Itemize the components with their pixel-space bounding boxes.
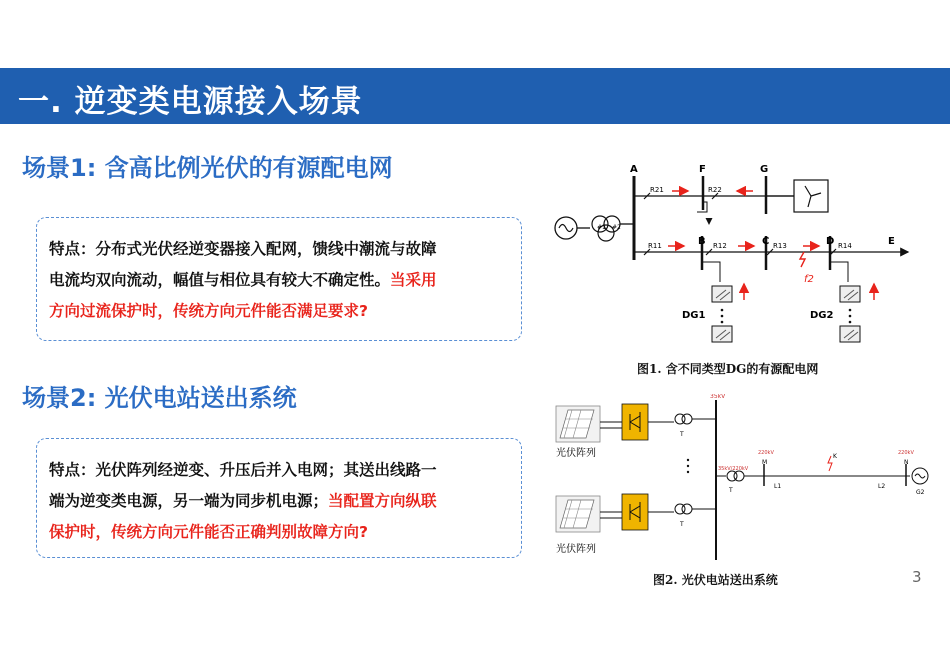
title-banner [0, 68, 950, 124]
pv-panel-icon [712, 286, 732, 302]
scene2-line2-text: 端为逆变类电源，另一端为同步机电源； [49, 492, 329, 510]
node-g: G [760, 164, 769, 175]
relay-r22: R22 [708, 186, 722, 194]
tr-t-label-1: T [680, 431, 684, 438]
scene1-line2 [49, 265, 511, 296]
node-m: M [762, 459, 768, 466]
line-l1: L1 [774, 483, 782, 490]
page-title: 一. 逆变类电源接入场景 [18, 84, 363, 120]
node-a: A [630, 164, 638, 175]
line-l2: L2 [878, 483, 886, 490]
pv-array-label-1: 光伏阵列 [556, 448, 596, 459]
node-f: F [699, 164, 706, 175]
bus-voltage-label: 35kV [710, 394, 726, 400]
page-number: 3 [912, 568, 922, 586]
relay-r12: R12 [713, 242, 727, 250]
scene1-note-box [36, 217, 522, 341]
tr-t-label-3: T [729, 487, 733, 494]
dg2-label: DG2 [810, 310, 834, 321]
tr-ratio-label: 35kV/220kV [718, 466, 749, 472]
pv-panel-icon [712, 326, 732, 342]
inverter-icon [622, 494, 648, 530]
fault-icon [828, 456, 832, 471]
figure1-caption: 图1. 含不同类型DG的有源配电网 [637, 362, 819, 376]
fault-k-label: K [833, 453, 837, 460]
scene2-line1: 特点：光伏阵列经逆变、升压后并入电网；其送出线路一 [49, 461, 437, 479]
n-voltage-label: 220kV [898, 450, 914, 456]
node-e: E [888, 236, 895, 247]
inverter-icon [622, 404, 648, 440]
transformer-label-1: #1 [597, 224, 606, 231]
dg1-label: DG1 [682, 310, 706, 321]
pv-array-icon [556, 496, 600, 532]
scene2-note-box [36, 438, 522, 558]
scene1-title: 场景1: 含高比例光伏的有源配电网 [22, 154, 393, 182]
relay-r11: R11 [648, 242, 662, 250]
relay-r14: R14 [838, 242, 852, 250]
relay-r21: R21 [650, 186, 664, 194]
scene2-line2 [49, 486, 511, 517]
scene1-line2-text: 电流均双向流动，幅值与相位具有较大不确定性。 [49, 271, 391, 289]
scene1-line2-highlight: 当采用 [390, 271, 437, 289]
pv-panel-icon [840, 286, 860, 302]
fault-icon [800, 252, 805, 267]
node-d: D [826, 236, 835, 247]
node-b: B [698, 236, 706, 247]
relay-r13: R13 [773, 242, 787, 250]
pv-array-icon [556, 406, 600, 442]
pv-panel-icon [840, 326, 860, 342]
scene1-line3-highlight: 方向过流保护时，传统方向元件能否满足要求? [49, 302, 368, 320]
m-voltage-label: 220kV [758, 450, 774, 456]
node-n: N [904, 459, 909, 466]
pv-station-diagram [548, 394, 938, 574]
generator-label: G2 [916, 489, 925, 496]
figure2-caption: 图2. 光伏电站送出系统 [653, 573, 778, 587]
distribution-network-diagram [548, 158, 928, 358]
fault-label: f2 [804, 274, 814, 285]
scene2-line3-highlight: 保护时，传统方向元件能否正确判别故障方向? [49, 523, 368, 541]
scene2-title: 场景2: 光伏电站送出系统 [22, 384, 297, 412]
pv-array-label-2: 光伏阵列 [556, 544, 596, 555]
scene1-line1: 特点：分布式光伏经逆变器接入配网，馈线中潮流与故障 [49, 240, 437, 258]
tr-t-label-2: T [680, 521, 684, 528]
scene2-line2-highlight: 当配置方向纵联 [328, 492, 437, 510]
node-c: C [762, 236, 770, 247]
transformer-label-2: #2 [612, 224, 621, 231]
